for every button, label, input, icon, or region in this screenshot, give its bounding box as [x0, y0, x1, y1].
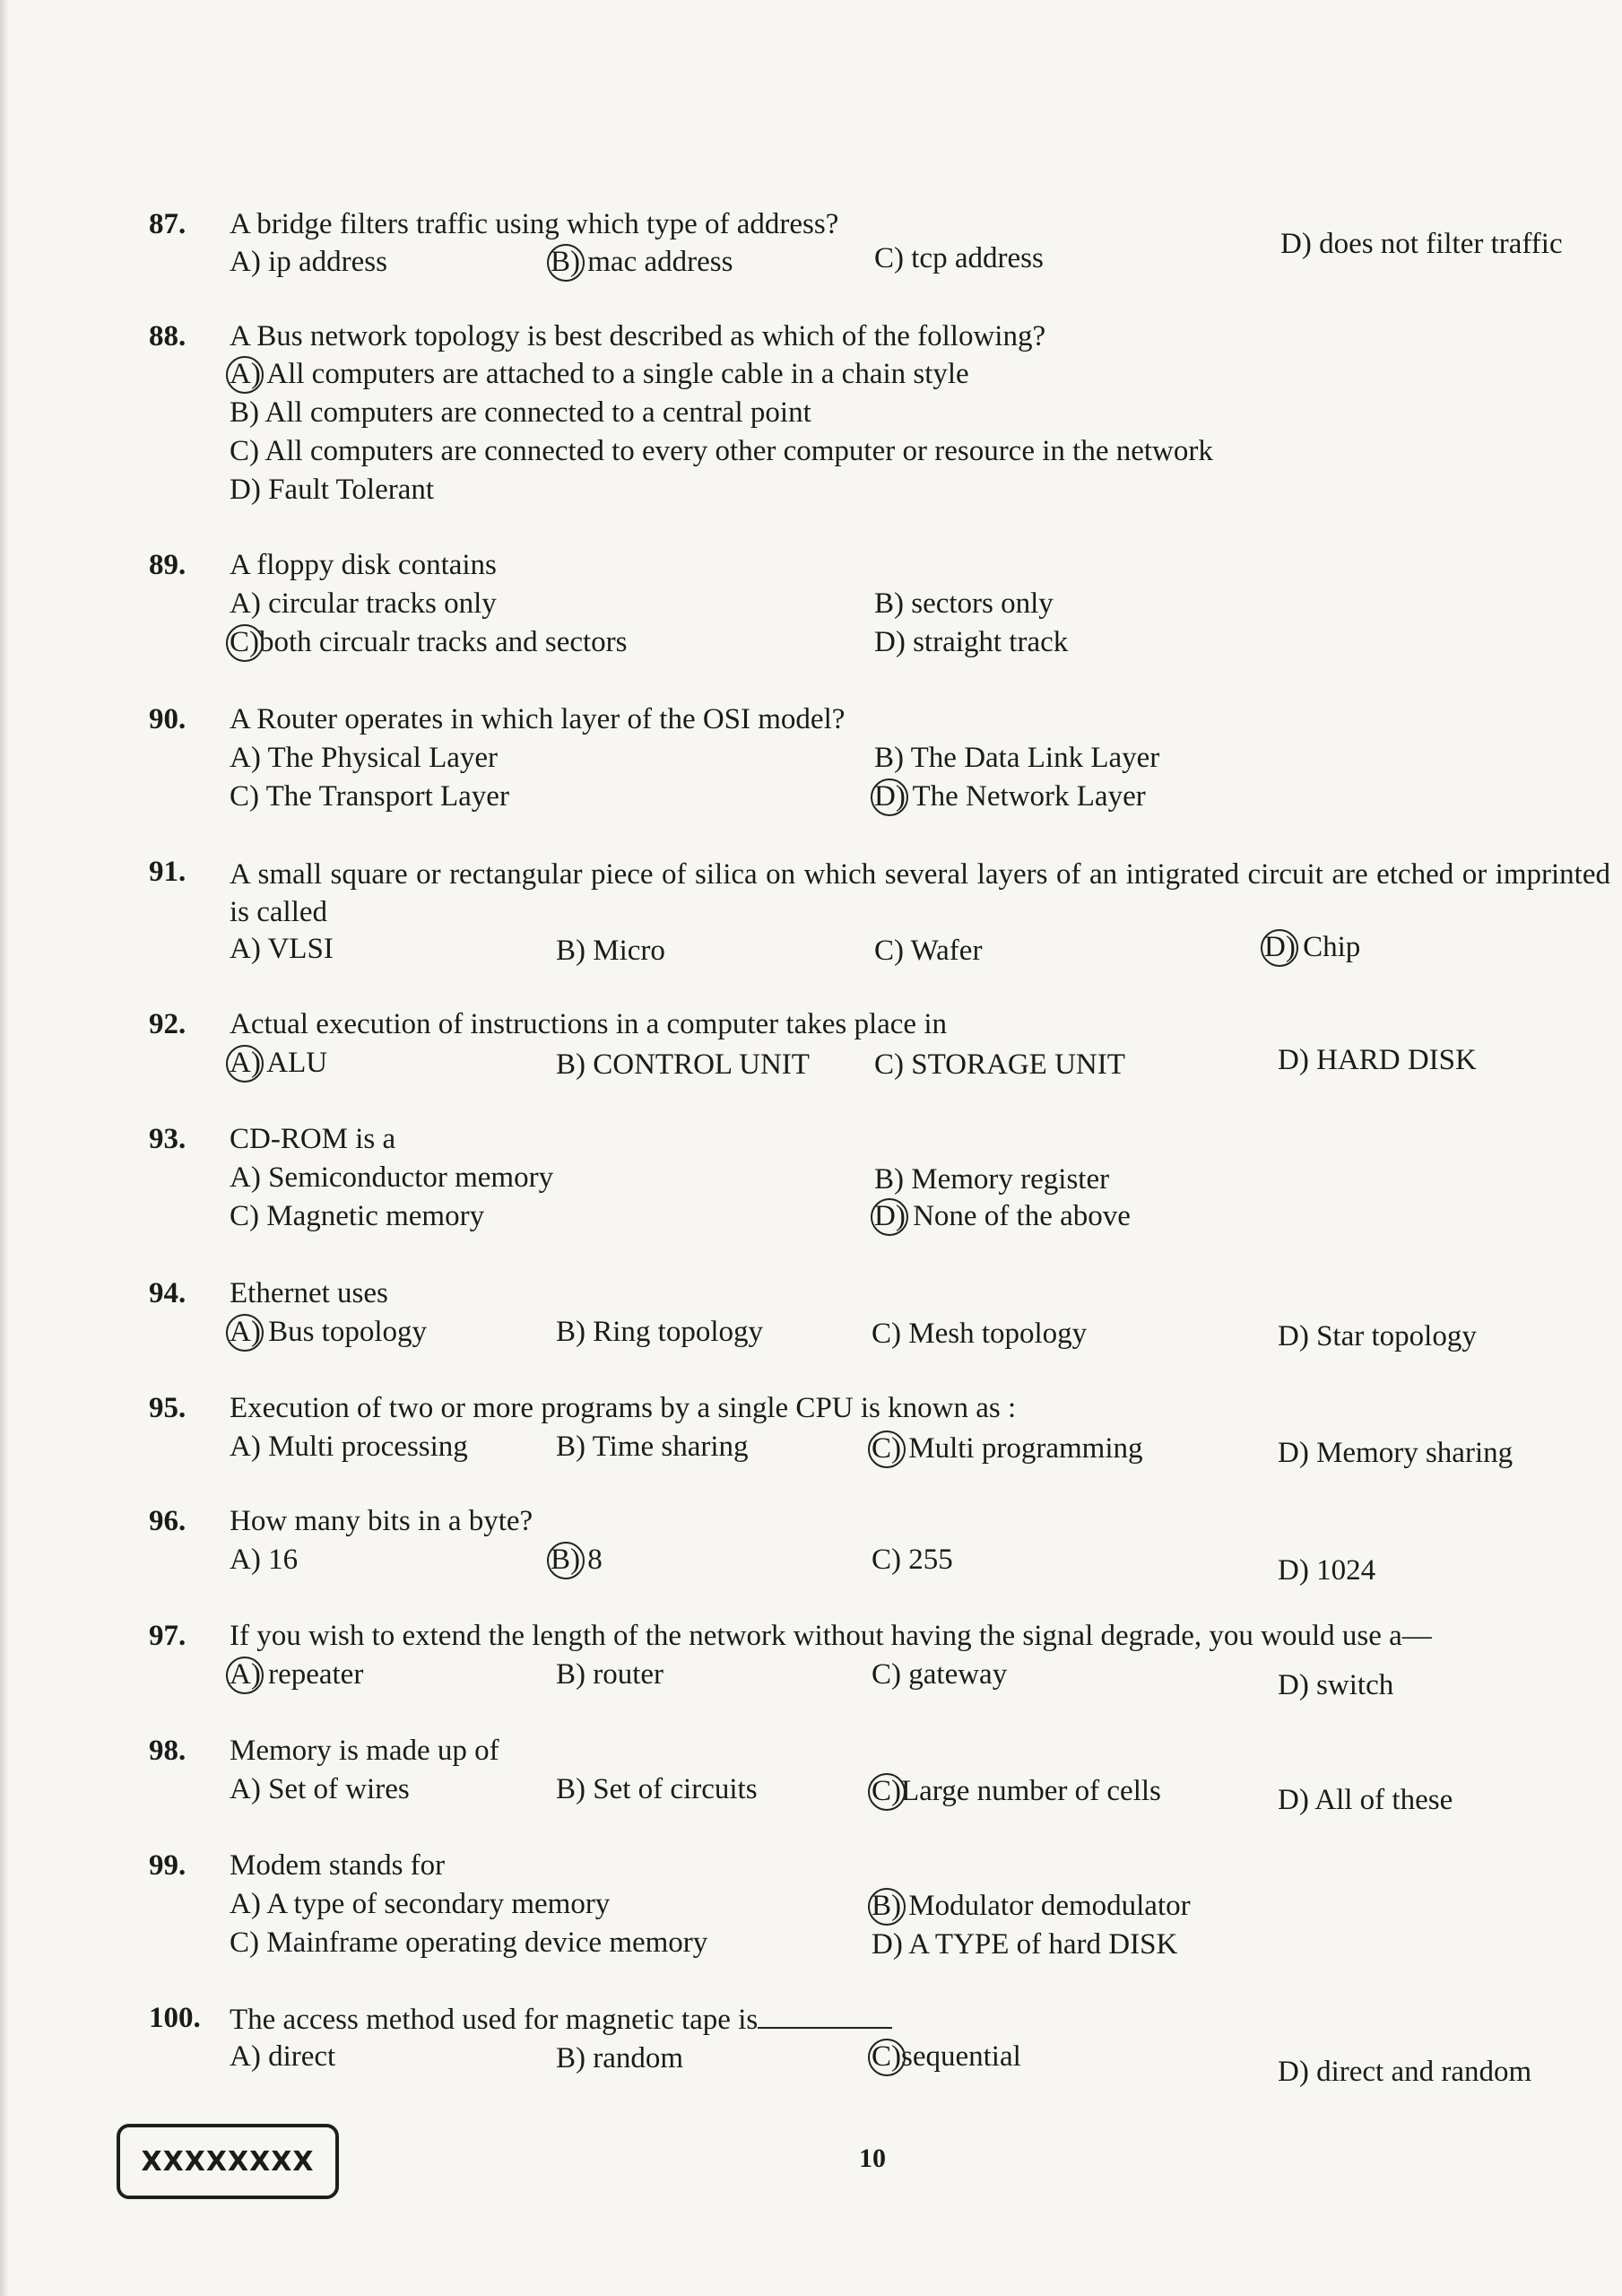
option-b: B) Modulator demodulator: [872, 1890, 1191, 1922]
option-b: B) sectors only: [874, 587, 1054, 620]
option-a: A) Semiconductor memory: [230, 1161, 554, 1194]
question-88: [0, 320, 1622, 509]
question-number: 94.: [149, 1277, 186, 1309]
option-a: A) repeater: [230, 1658, 364, 1691]
question-number: 91.: [149, 856, 186, 888]
option-c: C) The Transport Layer: [230, 780, 509, 813]
option-a: A) All computers are attached to a single cable in a chain style: [230, 358, 969, 390]
option-d: D) Fault Tolerant: [230, 474, 435, 506]
question-text: Memory is made up of: [230, 1735, 499, 1767]
option-c: C) STORAGE UNIT: [874, 1048, 1125, 1081]
option-b: B) 8: [551, 1544, 603, 1576]
option-c: C) Wafer: [874, 935, 983, 967]
question-text: The access method used for magnetic tape is: [230, 2002, 892, 2037]
answer-circle: A: [230, 1316, 251, 1348]
question-number: 93.: [149, 1123, 186, 1155]
option-a: A) circular tracks only: [230, 587, 497, 620]
question-90: [0, 703, 1622, 838]
option-a: A) The Physical Layer: [230, 742, 499, 774]
option-b: B) Micro: [556, 935, 665, 967]
question-number: 88.: [149, 320, 186, 352]
option-a: A) ALU: [230, 1047, 328, 1079]
option-b: B) Ring topology: [556, 1316, 764, 1348]
option-c: C) Magnetic memory: [230, 1200, 485, 1232]
answer-circle: B: [551, 246, 571, 278]
option-a: A) Multi processing: [230, 1431, 468, 1463]
option-b: B) Set of circuits: [556, 1773, 758, 1805]
option-c: C) gateway: [872, 1658, 1008, 1691]
question-number: 98.: [149, 1735, 186, 1767]
option-d: D) The Network Layer: [874, 780, 1146, 813]
answer-circle: A: [230, 358, 251, 390]
question-number: 99.: [149, 1849, 186, 1882]
option-d: D) A TYPE of hard DISK: [872, 1928, 1178, 1961]
option-d: D) HARD DISK: [1278, 1044, 1477, 1076]
question-number: 97.: [149, 1620, 186, 1652]
question-91: [0, 856, 1622, 981]
question-text: If you wish to extend the length of the network without having the signal degrade, you would use a—: [230, 1620, 1432, 1652]
option-b: B) random: [556, 2042, 684, 2074]
option-d: D) straight track: [874, 626, 1069, 658]
question-text: A Bus network topology is best described as which of the following?: [230, 320, 1046, 352]
option-c: C) All computers are connected to every other computer or resource in the network: [230, 435, 1213, 467]
option-b: B) The Data Link Layer: [874, 742, 1160, 774]
question-number: 87.: [149, 208, 186, 240]
answer-circle: D: [874, 1200, 896, 1232]
answer-circle: C: [230, 626, 250, 658]
question-text: A floppy disk contains: [230, 549, 497, 581]
answer-blank: [758, 2002, 892, 2029]
option-b: B) All computers are connected to a central point: [230, 396, 811, 429]
option-c: C) 255: [872, 1544, 953, 1576]
option-c: C)Large number of cells: [872, 1775, 1161, 1807]
option-d: D) does not filter traffic: [1280, 228, 1563, 260]
option-d: D) Star topology: [1278, 1320, 1477, 1352]
question-text: CD-ROM is a: [230, 1123, 396, 1155]
answer-circle: C: [872, 1432, 892, 1465]
option-b: B) CONTROL UNIT: [556, 1048, 810, 1081]
page-number: 10: [859, 2144, 886, 2173]
answer-circle: A: [230, 1047, 251, 1079]
question-text: Ethernet uses: [230, 1277, 388, 1309]
answer-circle: D: [1264, 931, 1286, 963]
option-a: A) ip address: [230, 246, 387, 278]
option-b: B) mac address: [551, 246, 733, 278]
option-c: C) Mesh topology: [872, 1318, 1088, 1350]
option-c: C) Multi programming: [872, 1432, 1143, 1465]
option-c: C) Mainframe operating device memory: [230, 1926, 708, 1959]
question-text: Actual execution of instructions in a computer takes place in: [230, 1008, 947, 1040]
answer-circle: C: [872, 1775, 892, 1807]
option-a: A) direct: [230, 2040, 336, 2073]
question-text: How many bits in a byte?: [230, 1505, 533, 1537]
option-d: D) Memory sharing: [1278, 1437, 1514, 1469]
question-text: A small square or rectangular piece of silica on which several layers of an intigrated circuit are etched or imprinted is called: [230, 858, 1610, 928]
question-text: Execution of two or more programs by a single CPU is known as :: [230, 1392, 1017, 1424]
question-93: [0, 1123, 1622, 1257]
option-c: C)sequential: [872, 2040, 1021, 2073]
option-c: C) tcp address: [874, 242, 1044, 274]
answer-circle: C: [872, 2040, 892, 2073]
question-text: A bridge filters traffic using which type of address?: [230, 208, 839, 240]
question-100: [0, 2002, 1622, 2136]
option-d: D) switch: [1278, 1669, 1394, 1701]
question-number: 100.: [149, 2002, 201, 2034]
question-text: A Router operates in which layer of the OSI model?: [230, 703, 846, 735]
option-d: D) direct and random: [1278, 2056, 1532, 2088]
question-number: 95.: [149, 1392, 186, 1424]
option-a: A) A type of secondary memory: [230, 1888, 611, 1920]
question-number: 92.: [149, 1008, 186, 1040]
answer-circle: B: [872, 1890, 892, 1922]
question-number: 90.: [149, 703, 186, 735]
booklet-code-box: XXXXXXXX: [117, 2124, 339, 2199]
option-a: A) 16: [230, 1544, 299, 1576]
option-a: A) VLSI: [230, 933, 334, 965]
question-99: [0, 1849, 1622, 1984]
option-b: B) Memory register: [874, 1163, 1110, 1196]
answer-circle: B: [551, 1544, 571, 1576]
question-89: [0, 549, 1622, 683]
option-d: D) All of these: [1278, 1784, 1453, 1816]
question-text: Modem stands for: [230, 1849, 446, 1882]
answer-circle: A: [230, 1658, 251, 1691]
option-a: A) Set of wires: [230, 1773, 410, 1805]
option-b: B) router: [556, 1658, 664, 1691]
option-b: B) Time sharing: [556, 1431, 749, 1463]
option-d: D) 1024: [1278, 1554, 1376, 1587]
question-number: 96.: [149, 1505, 186, 1537]
answer-circle: D: [874, 780, 896, 813]
option-a: A) Bus topology: [230, 1316, 428, 1348]
option-d: D) Chip: [1264, 931, 1361, 963]
option-c: C)both circualr tracks and sectors: [230, 626, 628, 658]
option-d: D) None of the above: [874, 1200, 1131, 1232]
question-number: 89.: [149, 549, 186, 581]
